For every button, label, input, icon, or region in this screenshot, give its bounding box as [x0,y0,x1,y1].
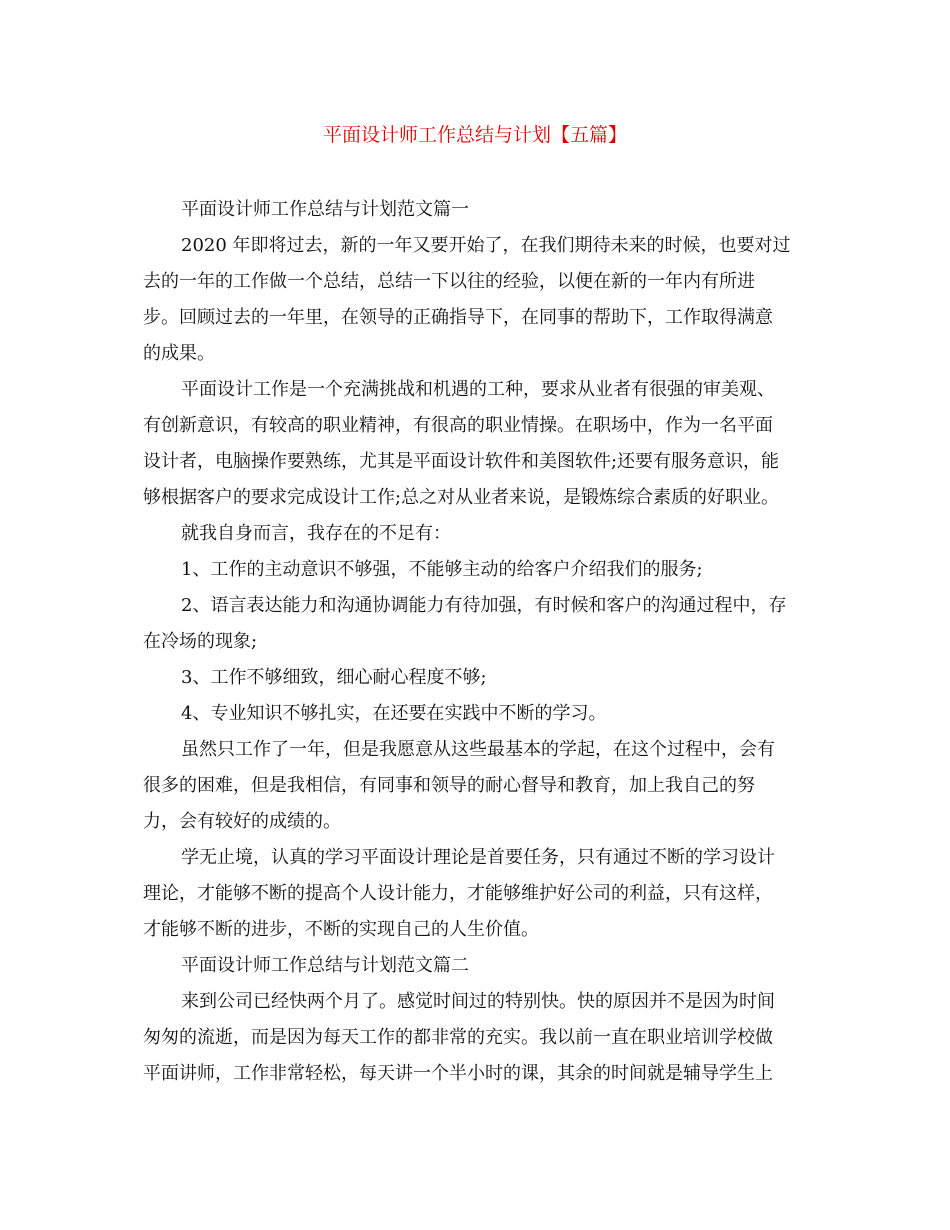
list-item: 4、专业知识不够扎实，在还要在实践中不断的学习。 [181,703,607,724]
section-heading-2: 平面设计师工作总结与计划范文篇二 [181,955,469,976]
paragraph-line: 很多的困难，但是我相信，有同事和领导的耐心督导和教育，加上我自己的努 [143,775,755,796]
document-title: 平面设计师工作总结与计划【五篇】 [322,124,627,146]
paragraph-line: 理论，才能够不断的提高个人设计能力，才能够维护好公司的利益，只有这样， [143,883,773,904]
paragraph-line: 步。回顾过去的一年里，在领导的正确指导下，在同事的帮助下，工作取得满意 [143,307,773,328]
paragraph-line: 学无止境，认真的学习平面设计理论是首要任务，只有通过不断的学习设计 [181,847,775,868]
paragraph-line: 设计者，电脑操作要熟练，尤其是平面设计软件和美图软件;还要有服务意识，能 [143,451,780,472]
list-item: 1、工作的主动意识不够强，不能够主动的给客户介绍我们的服务; [181,559,703,580]
paragraph-line: 2020 年即将过去，新的一年又要开始了，在我们期待未来的时候，也要对过 [181,235,791,256]
list-item: 3、工作不够细致，细心耐心程度不够; [181,667,487,688]
paragraph-line: 平面设计工作是一个充满挑战和机遇的工种，要求从业者有很强的审美观、 [181,379,775,400]
paragraph-line: 虽然只工作了一年，但是我愿意从这些最基本的学起，在这个过程中，会有 [181,739,775,760]
paragraph-line: 够根据客户的要求完成设计工作;总之对从业者来说，是锻炼综合素质的好职业。 [143,487,780,508]
paragraph-line: 去的一年的工作做一个总结，总结一下以往的经验，以便在新的一年内有所进 [143,271,755,292]
paragraph-line: 力，会有较好的成绩的。 [143,811,341,832]
paragraph-line: 匆匆的流逝，而是因为每天工作的都非常的充实。我以前一直在职业培训学校做 [143,1027,773,1048]
list-item-continuation: 在冷场的现象; [143,631,258,652]
paragraph-line: 就我自身而言，我存在的不足有： [181,523,451,544]
paragraph-line: 平面讲师，工作非常轻松，每天讲一个半小时的课，其余的时间就是辅导学生上 [143,1063,773,1084]
paragraph-line: 来到公司已经快两个月了。感觉时间过的特别快。快的原因并不是因为时间 [181,991,775,1012]
list-item: 2、语言表达能力和沟通协调能力有待加强，有时候和客户的沟通过程中，存 [181,595,787,616]
section-heading-1: 平面设计师工作总结与计划范文篇一 [181,199,469,220]
paragraph-line: 才能够不断的进步，不断的实现自己的人生价值。 [143,919,539,940]
paragraph-line: 有创新意识，有较高的职业精神，有很高的职业情操。在职场中，作为一名平面 [143,415,773,436]
paragraph-line: 的成果。 [143,343,215,364]
